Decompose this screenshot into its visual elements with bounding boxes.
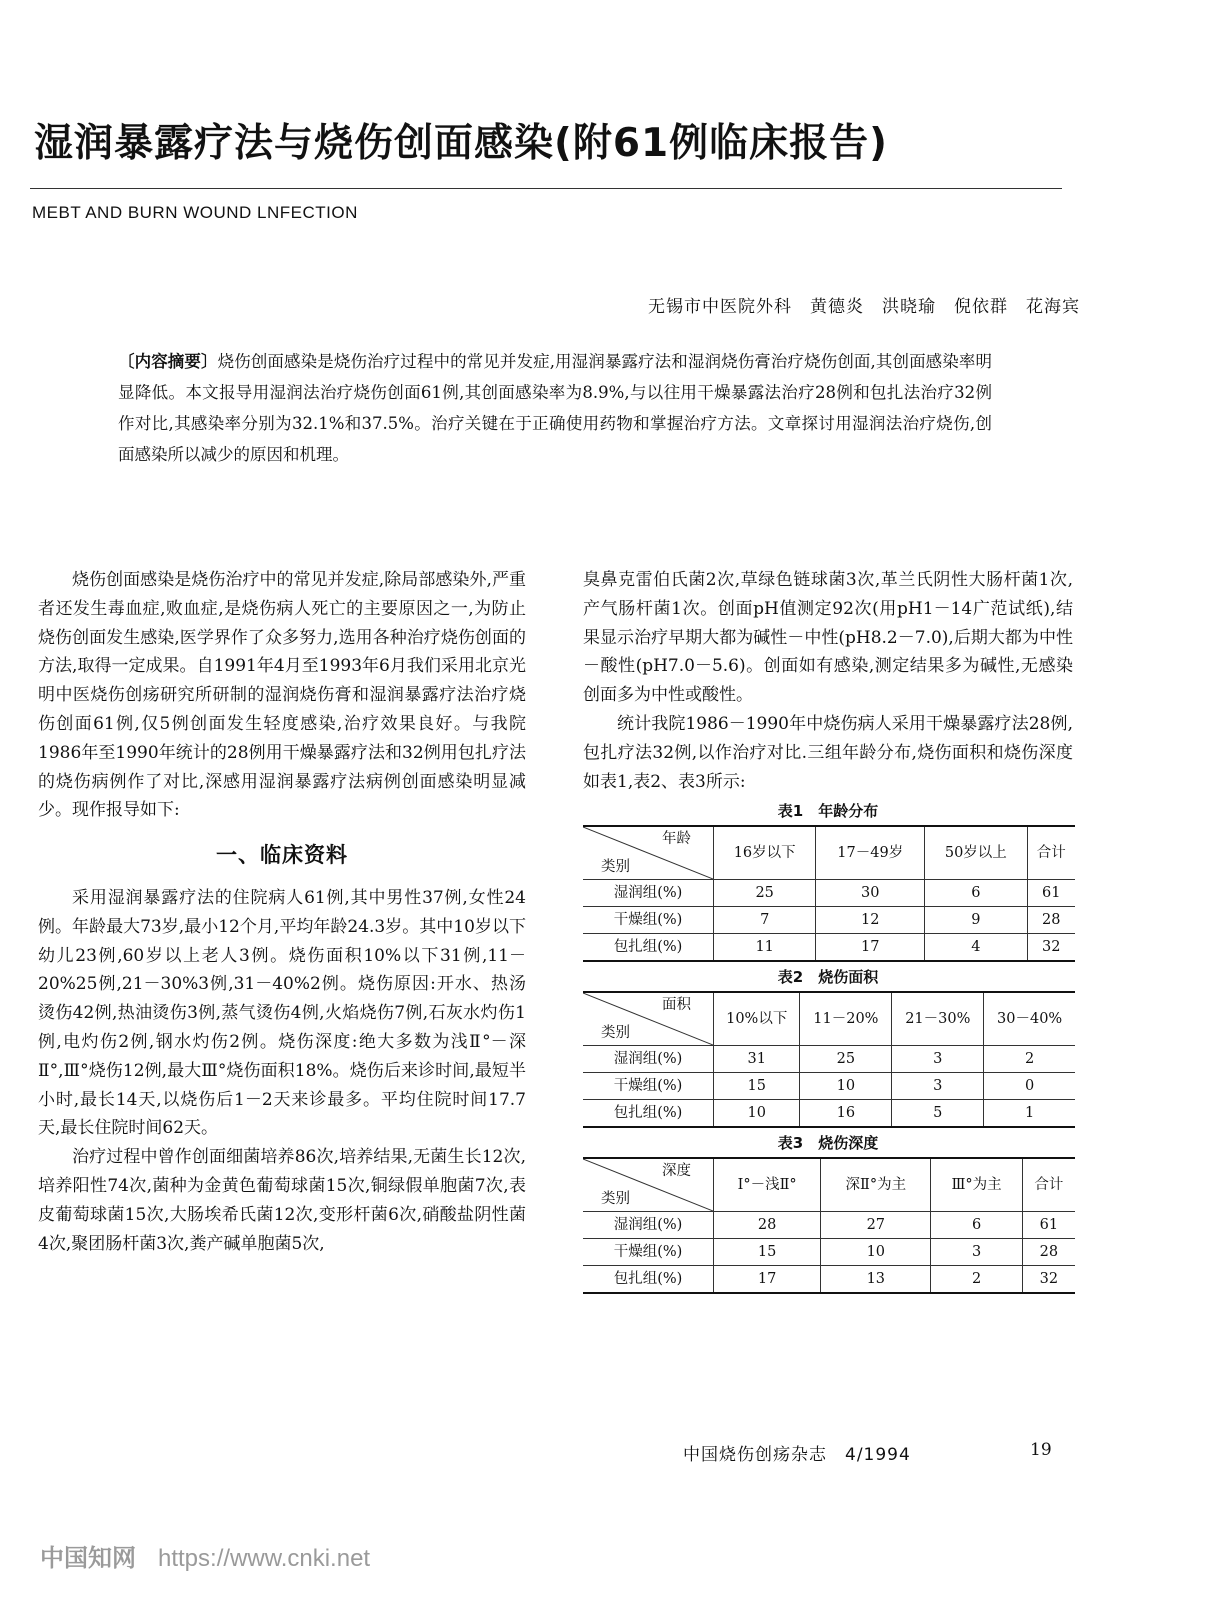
table-3 xyxy=(583,1132,1073,1294)
page-number: 19 xyxy=(1030,1440,1052,1460)
column-header: 21－30% xyxy=(892,992,984,1046)
table-1 xyxy=(583,800,1073,962)
english-title: MEBT AND BURN WOUND LNFECTION xyxy=(32,203,358,222)
table-cell: 9 xyxy=(925,907,1027,934)
statistics-paragraph: 统计我院1986－1990年中烧伤病人采用干燥暴露疗法28例,包扎疗法32例,以作治疗对比.三组年龄分布,烧伤面积和烧伤深度如表1,表2、表3所示: xyxy=(583,713,1073,792)
column-header: 50岁以上 xyxy=(925,826,1027,880)
table-cell: 28 xyxy=(1022,1239,1075,1266)
corner-bottom-label: 类别 xyxy=(601,859,630,876)
table-cell: 17 xyxy=(714,1266,821,1294)
table-row xyxy=(583,934,1075,962)
row-label: 湿润组(%) xyxy=(583,1212,714,1239)
table-cell: 4 xyxy=(925,934,1027,962)
table-cell: 7 xyxy=(714,907,816,934)
table-cell: 28 xyxy=(1027,907,1075,934)
column-header: 10%以下 xyxy=(714,992,800,1046)
table-cell: 5 xyxy=(892,1100,984,1128)
table-cell: 11 xyxy=(714,934,816,962)
row-label: 包扎组(%) xyxy=(583,934,714,962)
corner-bottom-label: 类别 xyxy=(601,1191,630,1208)
table-cell: 0 xyxy=(984,1073,1075,1100)
table-cell: 3 xyxy=(892,1073,984,1100)
table-2 xyxy=(583,966,1073,1128)
table-caption: 表2 烧伤面积 xyxy=(777,968,879,987)
table-cell: 28 xyxy=(714,1212,821,1239)
table-row xyxy=(583,1239,1075,1266)
table-row xyxy=(583,1073,1075,1100)
table-cell: 10 xyxy=(821,1239,931,1266)
table-cell: 32 xyxy=(1027,934,1075,962)
clinical-paragraph: 采用湿润暴露疗法的住院病人61例,其中男性37例,女性24例。年龄最大73岁,最小12个月,平均年龄24.3岁。其中10岁以下幼儿23例,60岁以上老人3例。烧伤面积10%以下31例,11－20%25例,21－30%3例,31－40%2例。烧伤原因:开水、热汤烫伤42例,热油烫伤3例,蒸气烫伤4例,火焰烧伤7例,石灰水灼伤1例,电灼伤2例,钢水灼伤2例。烧伤深度:绝大多数为浅Ⅱ°－深Ⅱ°,Ⅲ°烧伤12例,最大Ⅲ°烧伤面积18%。烧伤后来诊时间,最短半小时,最长14天,以烧伤后1－2天来诊最多。平均住院时间17.7天,最长住院时间62天。 xyxy=(38,887,526,1139)
authors: 无锡市中医院外科 黄德炎 洪晓瑜 倪依群 花海宾 xyxy=(648,297,1080,317)
table-cell: 25 xyxy=(714,880,816,907)
table-cell: 32 xyxy=(1022,1266,1075,1294)
corner-top-label: 深度 xyxy=(662,1163,691,1180)
table-corner-cell xyxy=(583,826,714,880)
column-header: 11－20% xyxy=(800,992,892,1046)
title-rule xyxy=(30,188,1062,189)
table-cell: 15 xyxy=(714,1073,800,1100)
watermark-url[interactable]: https://www.cnki.net xyxy=(158,1545,371,1572)
table-cell: 10 xyxy=(714,1100,800,1128)
table-cell: 12 xyxy=(816,907,925,934)
table-cell: 2 xyxy=(931,1266,1022,1294)
table-cell: 17 xyxy=(816,934,925,962)
watermark-brand: 中国知网 xyxy=(40,1545,136,1572)
table-cell: 31 xyxy=(714,1046,800,1073)
continued-paragraph: 臭鼻克雷伯氏菌2次,草绿色链球菌3次,革兰氏阴性大肠杆菌1次,产气肠杆菌1次。创面pH值测定92次(用pH1－14广范试纸),结果显示治疗早期大都为碱性－中性(pH8.2－7.0),后期大都为中性－酸性(pH7.0－5.6)。创面如有感染,测定结果多为碱性,无感染创面多为中性或酸性。 xyxy=(583,570,1073,706)
table-row xyxy=(583,1266,1075,1294)
table-row xyxy=(583,880,1075,907)
table-cell: 10 xyxy=(800,1073,892,1100)
culture-paragraph: 治疗过程中曾作创面细菌培养86次,培养结果,无菌生长12次,培养阳性74次,菌种为金黄色葡萄球菌15次,铜绿假单胞菌7次,表皮葡萄球菌15次,大肠埃希氏菌12次,变形杆菌6次,硝酸盐阴性菌4次,聚团肠杆菌3次,粪产碱单胞菌5次, xyxy=(38,1147,526,1254)
abstract xyxy=(118,346,992,470)
row-label: 包扎组(%) xyxy=(583,1100,714,1128)
column-header: 深Ⅱ°为主 xyxy=(821,1158,931,1212)
column-header: 16岁以下 xyxy=(714,826,816,880)
column-header: 合计 xyxy=(1022,1158,1075,1212)
table-cell: 61 xyxy=(1027,880,1075,907)
table-cell: 3 xyxy=(931,1239,1022,1266)
column-header: 30－40% xyxy=(984,992,1075,1046)
table-caption: 表3 烧伤深度 xyxy=(777,1134,879,1153)
journal-footer: 中国烧伤创疡杂志 4/1994 xyxy=(683,1445,911,1465)
table-cell: 6 xyxy=(925,880,1027,907)
table-corner-cell xyxy=(583,1158,714,1212)
left-column xyxy=(38,566,526,1258)
table-row xyxy=(583,1212,1075,1239)
corner-top-label: 面积 xyxy=(662,997,691,1014)
table-caption: 表1 年龄分布 xyxy=(777,802,879,821)
table-cell: 16 xyxy=(800,1100,892,1128)
table-row xyxy=(583,907,1075,934)
abstract-label: 〔内容摘要〕 xyxy=(118,352,218,371)
table-cell: 30 xyxy=(816,880,925,907)
corner-top-label: 年龄 xyxy=(662,831,691,848)
paper-title: 湿润暴露疗法与烧伤创面感染(附61例临床报告) xyxy=(34,121,888,166)
intro-paragraph: 烧伤创面感染是烧伤治疗中的常见并发症,除局部感染外,严重者还发生毒血症,败血症,是烧伤病人死亡的主要原因之一,为防止烧伤创面发生感染,医学界作了众多努力,选用各种治疗烧伤创面的方法,取得一定成果。自1991年4月至1993年6月我们采用北京光明中医烧伤创疡研究所研制的湿润烧伤膏和湿润暴露疗法治疗烧伤创面61例,仅5例创面发生轻度感染,治疗效果良好。与我院1986年至1990年统计的28例用干燥暴露疗法和32例用包扎疗法的烧伤病例作了对比,深感用湿润暴露疗法病例创面感染明显减少。现作报导如下: xyxy=(38,570,526,821)
table-cell: 61 xyxy=(1022,1212,1075,1239)
table-corner-cell xyxy=(583,992,714,1046)
right-column xyxy=(583,566,1073,1294)
row-label: 湿润组(%) xyxy=(583,880,714,907)
column-header: 合计 xyxy=(1027,826,1075,880)
table-row xyxy=(583,1100,1075,1128)
table-cell: 27 xyxy=(821,1212,931,1239)
column-header: Ⅲ°为主 xyxy=(931,1158,1022,1212)
column-header: Ⅰ°－浅Ⅱ° xyxy=(714,1158,821,1212)
row-label: 包扎组(%) xyxy=(583,1266,714,1294)
abstract-text: 烧伤创面感染是烧伤治疗过程中的常见并发症,用湿润暴露疗法和湿润烧伤膏治疗烧伤创面,其创面感染率明显降低。本文报导用湿润法治疗烧伤创面61例,其创面感染率为8.9%,与以往用干燥暴露法治疗28例和包扎法治疗32例作对比,其感染率分别为32.1%和37.5%。治疗关键在于正确使用药物和掌握治疗方法。文章探讨用湿润法治疗烧伤,创面感染所以减少的原因和机理。 xyxy=(118,352,992,464)
corner-bottom-label: 类别 xyxy=(601,1025,630,1042)
section-heading: 一、临床资料 xyxy=(216,843,348,868)
table-cell: 15 xyxy=(714,1239,821,1266)
row-label: 干燥组(%) xyxy=(583,907,714,934)
watermark xyxy=(40,1538,370,1573)
row-label: 干燥组(%) xyxy=(583,1239,714,1266)
table-cell: 6 xyxy=(931,1212,1022,1239)
table-cell: 1 xyxy=(984,1100,1075,1128)
table-cell: 2 xyxy=(984,1046,1075,1073)
row-label: 干燥组(%) xyxy=(583,1073,714,1100)
table-cell: 13 xyxy=(821,1266,931,1294)
table-row xyxy=(583,1046,1075,1073)
table-cell: 25 xyxy=(800,1046,892,1073)
table-cell: 3 xyxy=(892,1046,984,1073)
row-label: 湿润组(%) xyxy=(583,1046,714,1073)
column-header: 17－49岁 xyxy=(816,826,925,880)
